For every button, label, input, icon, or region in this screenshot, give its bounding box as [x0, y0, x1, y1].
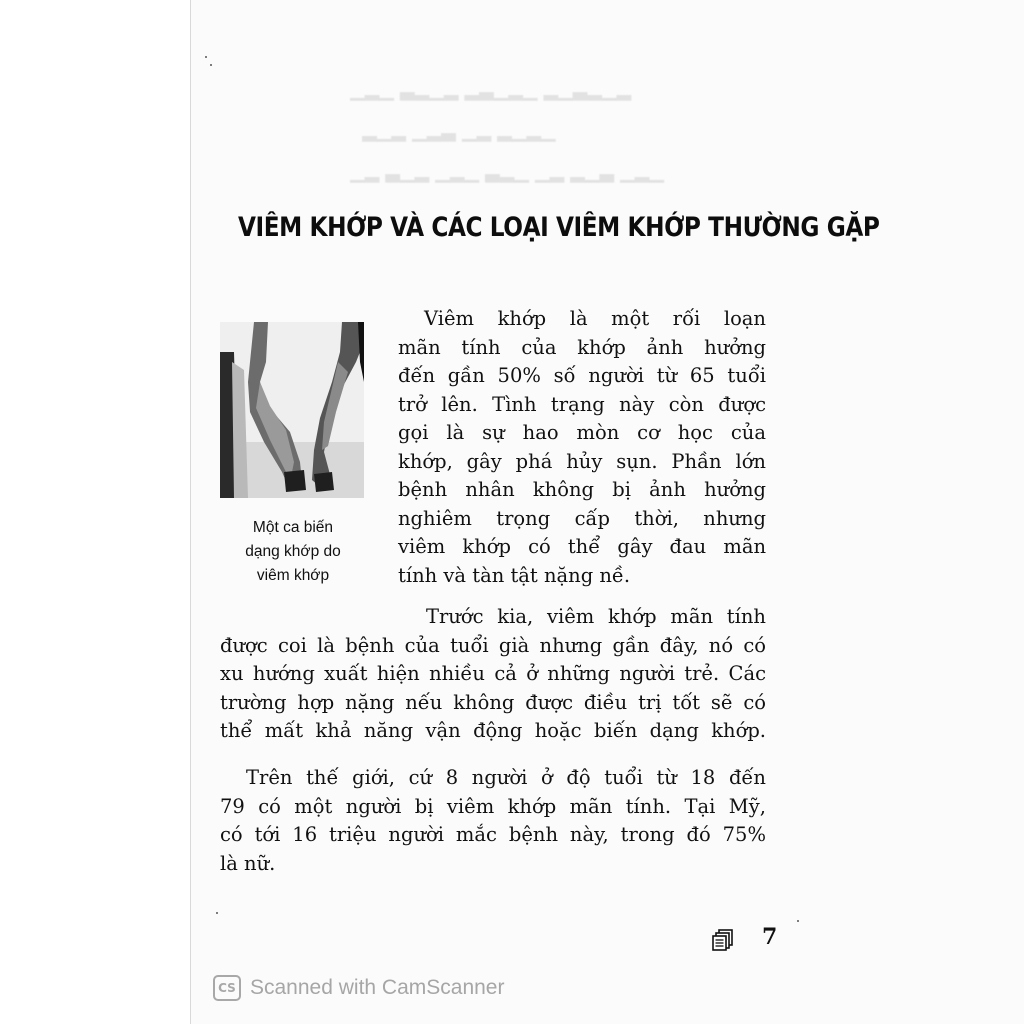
bleed-through-texture: ▁▂▁ ▃▂▁▂ ▂▃▁▂▁ ▂▁▃▂▁▂ ▂▁▂ ▁▂▃ ▁▂ ▂▁▂▁ ▁▂ ▃▁▂ ▁▂▁ ▃▂▁ ▁▂ ▂▁▃ ▁▂▁ [350, 79, 664, 183]
text-line: viêm khớp có thể gây đau mãn [398, 535, 766, 558]
text-line: nghiêm trọng cấp thời, nhưng [398, 506, 766, 530]
text-line: bệnh nhân không bị ảnh hưởng [398, 478, 766, 501]
text-line: được coi là bệnh của tuổi già nhưng gần đây, nó có [220, 633, 766, 657]
watermark-text: Scanned with CamScanner [250, 976, 505, 999]
text-line: là nữ. [220, 851, 276, 875]
paragraph-2 [220, 603, 766, 746]
camscanner-watermark [213, 974, 504, 1002]
caption-line: Một ca biến [252, 519, 334, 536]
chapter-title: VIÊM KHỚP VÀ CÁC LOẠI VIÊM KHỚP THƯỜNG GẶP [238, 212, 880, 243]
paragraph-3 [220, 764, 766, 878]
scan-speck [216, 912, 218, 914]
caption-line: dạng khớp do [245, 543, 341, 560]
text-line: trở lên. Tình trạng này còn được [398, 392, 766, 416]
text-line: đến gần 50% số người từ 65 tuổi [398, 364, 766, 387]
page-footer [712, 926, 782, 956]
caption-line: viêm khớp [256, 567, 330, 584]
text-line: xu hướng xuất hiện nhiều cả ở những người trẻ. Các [220, 662, 766, 685]
scan-speck [205, 56, 207, 58]
text-line: gọi là sự hao mòn cơ học của [398, 421, 766, 444]
text-line: thể mất khả năng vận động hoặc biến dạng khớp. [220, 719, 766, 742]
paragraph-1 [398, 305, 766, 590]
figure-caption [218, 516, 368, 588]
text-line: mãn tính của khớp ảnh hưởng [398, 335, 766, 359]
text-line: tính và tàn tật nặng nề. [398, 563, 631, 587]
text-line: có tới 16 triệu người mắc bệnh này, trong đó 75% [220, 823, 766, 846]
text-line: khớp, gây phá hủy sụn. Phần lớn [398, 449, 766, 473]
scan-speck [797, 920, 799, 922]
text-line: trường hợp nặng nếu không được điều trị tốt sẽ có [220, 690, 766, 714]
text-line: Trên thế giới, cứ 8 người ở độ tuổi từ 18 đến [246, 766, 766, 789]
book-pages-icon [712, 929, 734, 951]
page-number: 7 [762, 924, 778, 950]
text-line: Trước kia, viêm khớp mãn tính [426, 605, 766, 628]
text-line: Viêm khớp là một rối loạn [424, 307, 766, 330]
camscanner-logo-icon: CS [213, 975, 241, 1001]
scan-speck [210, 64, 212, 66]
text-line: 79 có một người bị viêm khớp mãn tính. Tại Mỹ, [220, 794, 766, 818]
figure-photo-deformed-joint [220, 322, 364, 498]
